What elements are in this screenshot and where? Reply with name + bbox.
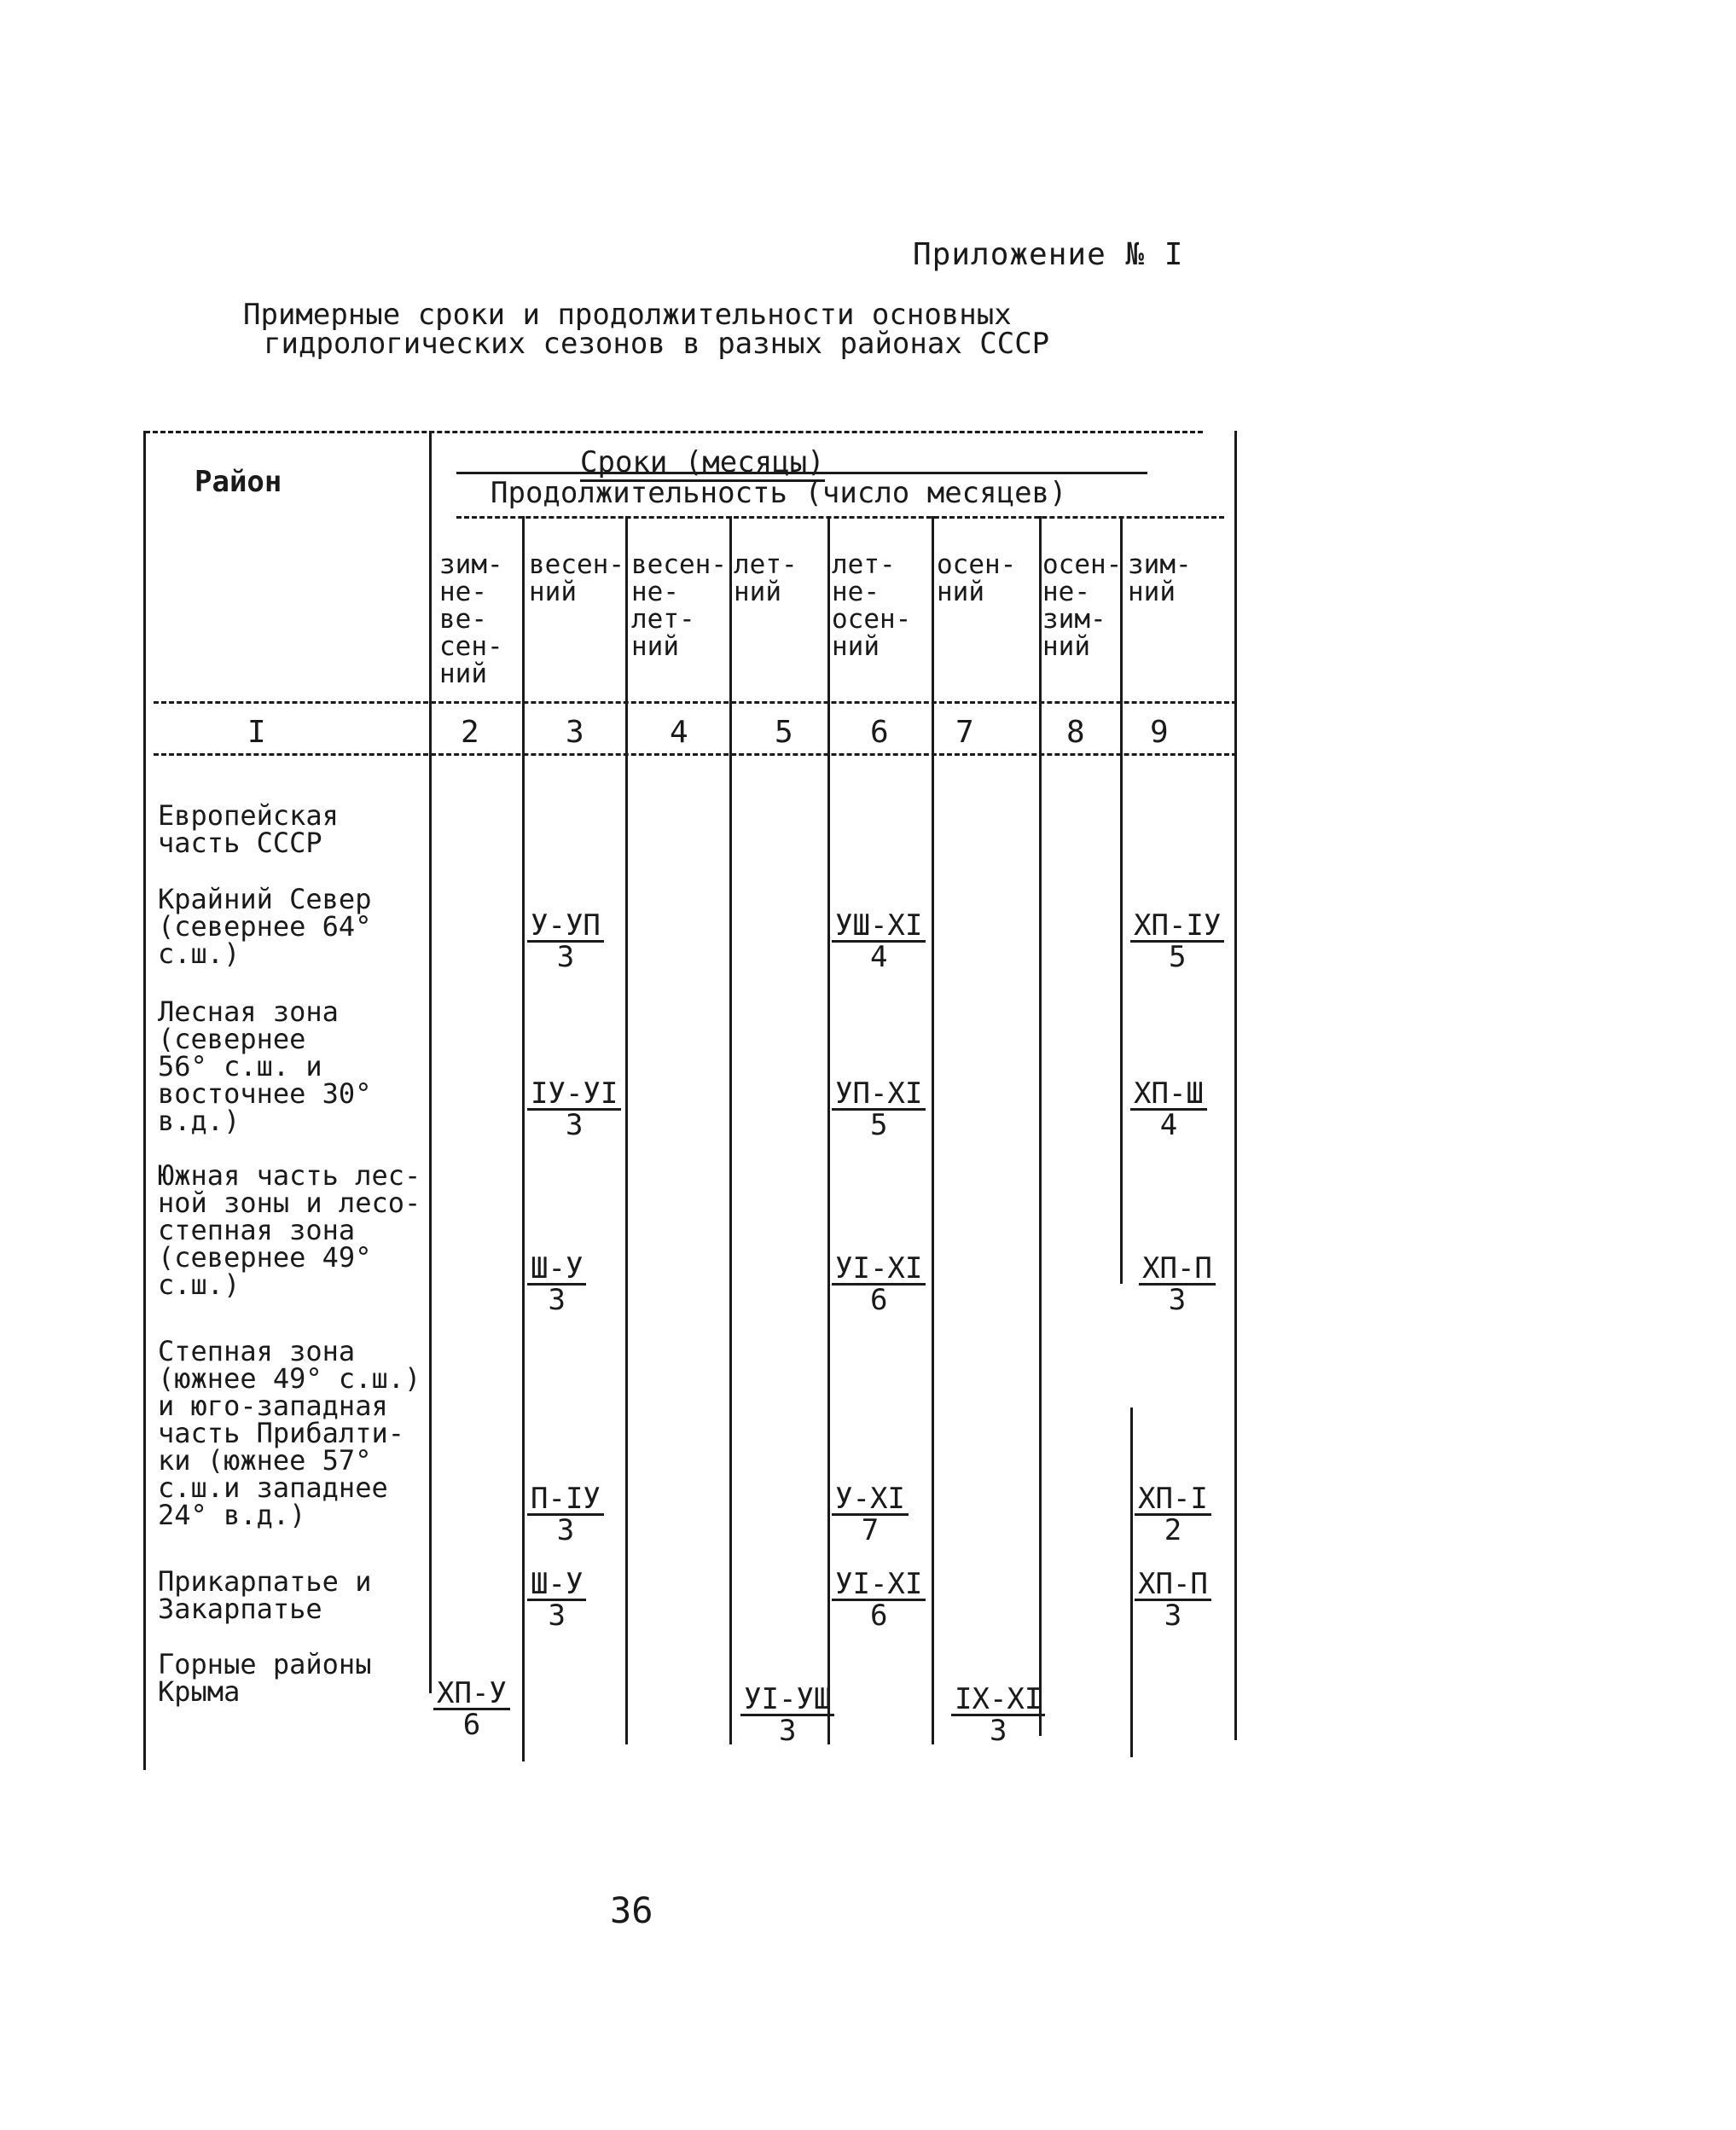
season-months: XП-П [1139, 1254, 1216, 1286]
col-sep-6-7 [932, 516, 934, 1744]
season-value [832, 1567, 926, 1633]
column-number-9: 9 [1150, 715, 1169, 750]
season-duration: 3 [989, 1714, 1007, 1748]
col-sep-8-9-lower [1130, 1407, 1133, 1757]
season-months: IX-XI [951, 1685, 1045, 1716]
season-months: Ш-У [527, 1254, 586, 1286]
column-header-6: лет- не- осен- ний [832, 549, 912, 662]
col-sep-7-8 [1039, 516, 1042, 1736]
season-header-top [456, 516, 1224, 519]
season-duration: 3 [556, 940, 575, 974]
season-value [832, 908, 926, 974]
column-header-8: осен- не- зим- ний [1042, 549, 1123, 662]
page-number: 36 [610, 1889, 653, 1931]
season-duration: 3 [778, 1714, 797, 1748]
region-label: Лесная зона (севернее 56° с.ш. и восточнее 30° в.д.) [158, 995, 372, 1137]
season-duration: 5 [869, 1108, 888, 1142]
season-value [527, 1079, 621, 1140]
season-duration: 6 [869, 1283, 888, 1317]
season-duration: 3 [1168, 1283, 1187, 1317]
region-header: Район [195, 465, 282, 499]
season-months: У-УП [527, 911, 604, 943]
column-number-top [154, 701, 1237, 704]
col-sep-4-5 [729, 516, 732, 1744]
column-number-5: 5 [775, 715, 793, 750]
season-duration: 4 [869, 940, 888, 974]
season-duration: 5 [1168, 940, 1187, 974]
column-header-2: зим- не- ве- сен- ний [439, 549, 503, 689]
season-value [1135, 1484, 1211, 1545]
region-label: Европейская часть СССР [158, 799, 339, 859]
season-value [832, 1251, 926, 1317]
col-sep-3-4 [625, 516, 628, 1744]
column-number-2: 2 [461, 715, 479, 750]
season-months: IУ-УI [527, 1079, 621, 1111]
season-duration: 3 [548, 1599, 566, 1633]
column-number-8: 8 [1066, 715, 1085, 750]
season-value [527, 1484, 604, 1545]
season-months: П-IУ [527, 1484, 604, 1516]
column-number-3: 3 [566, 715, 584, 750]
col-sep-2-3 [522, 516, 525, 1761]
column-number-1: I [247, 715, 266, 750]
season-months: УШ-XI [832, 911, 926, 943]
season-months: XП-П [1135, 1570, 1211, 1601]
document-title [243, 298, 1139, 361]
season-months: Ш-У [527, 1570, 586, 1601]
season-value [527, 1567, 586, 1633]
appendix-label: Приложение № I [913, 237, 1184, 272]
region-label: Крайний Север (севернее 64° с.ш.) [158, 883, 372, 970]
column-number-bottom [154, 753, 1237, 756]
season-duration: 2 [1164, 1513, 1182, 1547]
title-line-2: гидрологических сезонов в разных районах СССР [264, 327, 1050, 361]
region-label: Горные районы Крыма [158, 1648, 372, 1708]
season-months: УI-XI [832, 1570, 926, 1601]
column-header-7: осен- ний [937, 549, 1017, 607]
season-months: XП-У [433, 1679, 510, 1710]
region-label: Прикарпатье и Закарпатье [158, 1565, 372, 1625]
season-value [832, 1079, 926, 1140]
season-months: УI-УШ [740, 1685, 834, 1716]
column-number-4: 4 [670, 715, 688, 750]
season-value [1139, 1251, 1216, 1317]
season-duration: 6 [462, 1708, 481, 1742]
season-months: УП-XI [832, 1079, 926, 1111]
table-top-border [145, 431, 1203, 433]
season-months: У-XI [832, 1484, 909, 1516]
region-label: Степная зона (южнее 49° с.ш.) и юго-западная часть Прибалти- ки (южнее 57° с.ш.и западнее 24° в.д.) [158, 1335, 421, 1531]
column-number-7: 7 [955, 715, 974, 750]
season-duration: 3 [548, 1283, 566, 1317]
season-months: XП-I [1135, 1484, 1211, 1516]
season-value [433, 1676, 510, 1742]
column-header-3: весен- ний [529, 549, 624, 607]
season-months: XП-Ш [1130, 1079, 1207, 1111]
title-line-1: Примерные сроки и продолжительности основных [243, 298, 1012, 332]
season-value [740, 1682, 834, 1748]
season-value [527, 908, 604, 974]
table-left-border [143, 431, 146, 1770]
season-value [1135, 1567, 1211, 1633]
season-value [951, 1682, 1045, 1748]
region-label: Южная часть лес- ной зоны и лесо- степная зона (севернее 49° с.ш.) [158, 1159, 421, 1301]
season-value [1130, 1079, 1207, 1140]
season-duration: 4 [1159, 1108, 1178, 1142]
table-right-border [1234, 431, 1237, 1740]
terms-header [580, 445, 825, 479]
col-sep-5-6 [827, 516, 830, 1744]
season-value [832, 1484, 909, 1545]
season-duration: 3 [565, 1108, 584, 1142]
season-months: XП-IУ [1130, 911, 1224, 943]
column-header-5: лет- ний [734, 549, 798, 607]
season-value [1130, 908, 1224, 974]
duration-header: Продолжительность (число месяцев) [491, 476, 1067, 510]
column-number-6: 6 [870, 715, 889, 750]
terms-header-text: Сроки (месяцы) [580, 445, 825, 482]
season-duration: 3 [1164, 1599, 1182, 1633]
season-value [527, 1251, 586, 1317]
column-header-9: зим- ний [1128, 549, 1192, 607]
season-duration: 6 [869, 1599, 888, 1633]
season-duration: 3 [556, 1513, 575, 1547]
column-header-4: весен- не- лет- ний [631, 549, 727, 662]
season-duration: 7 [861, 1513, 880, 1547]
season-months: УI-XI [832, 1254, 926, 1286]
